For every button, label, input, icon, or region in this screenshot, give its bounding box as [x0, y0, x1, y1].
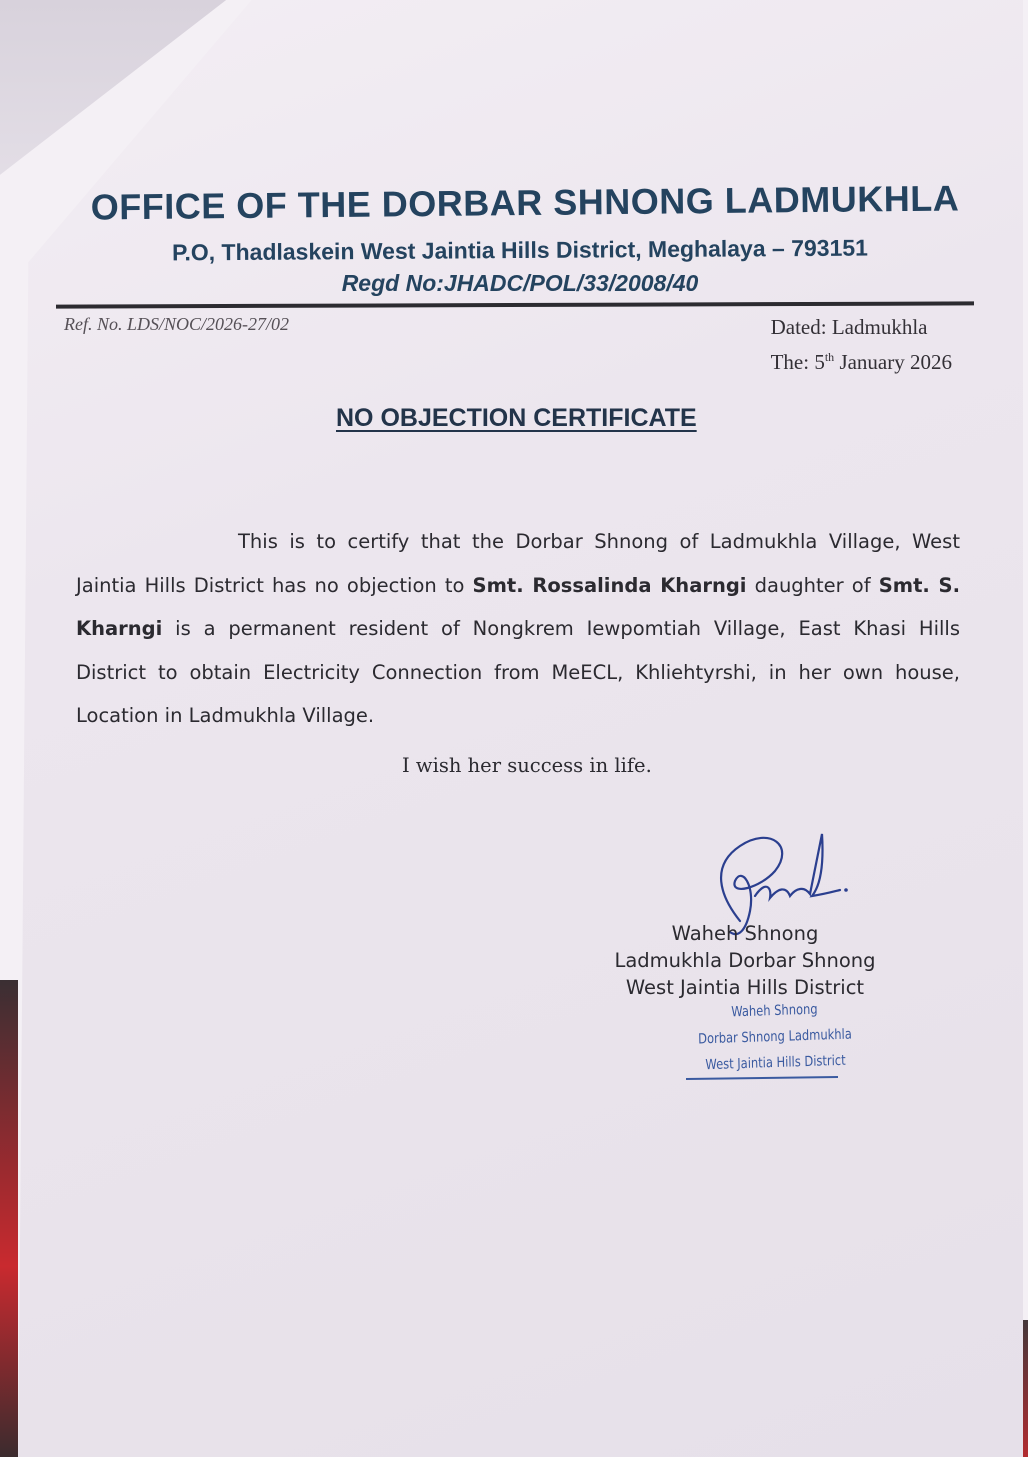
applicant-name: Smt. Rossalinda Kharngi [472, 573, 747, 597]
signatory-organisation: Ladmukhla Dorbar Shnong [614, 949, 876, 972]
issue-date: The: 5th January 2026 [770, 350, 952, 374]
date-block [771, 312, 952, 377]
stamp-line-1: Waheh Shnong [731, 1001, 818, 1021]
official-stamp [696, 996, 853, 1079]
signatory-district: West Jaintia Hills District [625, 976, 865, 999]
closing-wish: I wish her success in life. [402, 754, 652, 777]
office-address: P.O, Thadlaskein West Jaintia Hills District, Meghalaya – 793151 [171, 234, 869, 266]
reference-number: Ref. No. LDS/NOC/2026-27/02 [64, 314, 290, 334]
dated-place: Dated: Ladmukhla [770, 315, 928, 339]
stamp-line-2: Dorbar Shnong Ladmukhla [698, 1026, 852, 1048]
parent-name: Smt. S. Kharngi [76, 573, 960, 640]
stamp-line-3: West Jaintia Hills District [705, 1052, 846, 1074]
signatory-title: Waheh Shnong [671, 922, 819, 945]
certificate-body: This is to certify that the Dorbar Shnong of Ladmukhla Village, West Jaintia Hills District has no objection to Smt. Rossalinda Kharngi daughter of Smt. S. Kharngi is a permanent resident of Nongkrem Iewpomtiah Village, East Khasi Hills District to obtain Electricity Connection from MeECL, Khliehtyrshi, in her own house, Location in Ladmukhla Village. [76, 530, 960, 727]
certificate-title: NO OBJECTION CERTIFICATE [336, 404, 697, 432]
background-cloth-left [0, 980, 18, 1457]
office-title: OFFICE OF THE DORBAR SHNONG LADMUKHLA [90, 177, 960, 228]
registration-number: Regd No:JHADC/POL/33/2008/40 [341, 270, 699, 296]
signatory-block [600, 920, 890, 1001]
